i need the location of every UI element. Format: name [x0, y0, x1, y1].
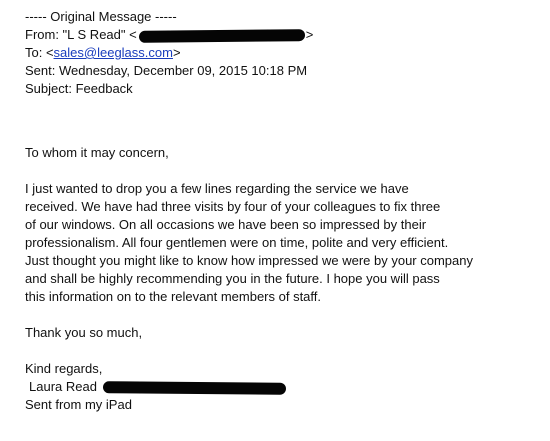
to-line [25, 44, 545, 62]
paragraph-line: professionalism. All four gentlemen were on time, polite and very efficient. [25, 235, 449, 250]
redacted-address [103, 381, 286, 395]
paragraph-line: of our windows. On all occasions we have been so impressed by their [25, 217, 427, 232]
paragraph-line: I just wanted to drop you a few lines regarding the service we have [25, 181, 409, 196]
signature-line [25, 378, 545, 396]
from-line [25, 26, 545, 44]
from-close: > [305, 27, 314, 42]
to-email-link[interactable]: sales@leeglass.com [53, 45, 173, 60]
subject-line: Subject: Feedback [25, 81, 133, 96]
message-header [25, 8, 545, 98]
from-label: From: "L S Read" < [25, 27, 137, 42]
paragraph-line: received. We have had three visits by four of your colleagues to fix three [25, 199, 441, 214]
greeting: To whom it may concern, [25, 145, 169, 160]
to-close: > [172, 45, 181, 60]
signature-name: Laura Read [29, 379, 97, 394]
paragraph-line: Just thought you might like to know how impressed we were by your company [25, 253, 473, 268]
original-message-divider: ----- Original Message ----- [25, 9, 177, 24]
message-paragraph [25, 180, 545, 306]
thanks-line: Thank you so much, [25, 325, 143, 340]
to-label: To: < [25, 45, 54, 60]
paragraph-line: and shall be highly recommending you in the future. I hope you will pass [25, 271, 440, 286]
sent-line: Sent: Wednesday, December 09, 2015 10:18 PM [25, 63, 308, 78]
closing-line: Kind regards, [25, 361, 103, 376]
email-message [25, 8, 545, 414]
sent-from-line: Sent from my iPad [25, 397, 132, 412]
redacted-from-email [139, 29, 305, 43]
paragraph-line: this information on to the relevant members of staff. [25, 289, 322, 304]
